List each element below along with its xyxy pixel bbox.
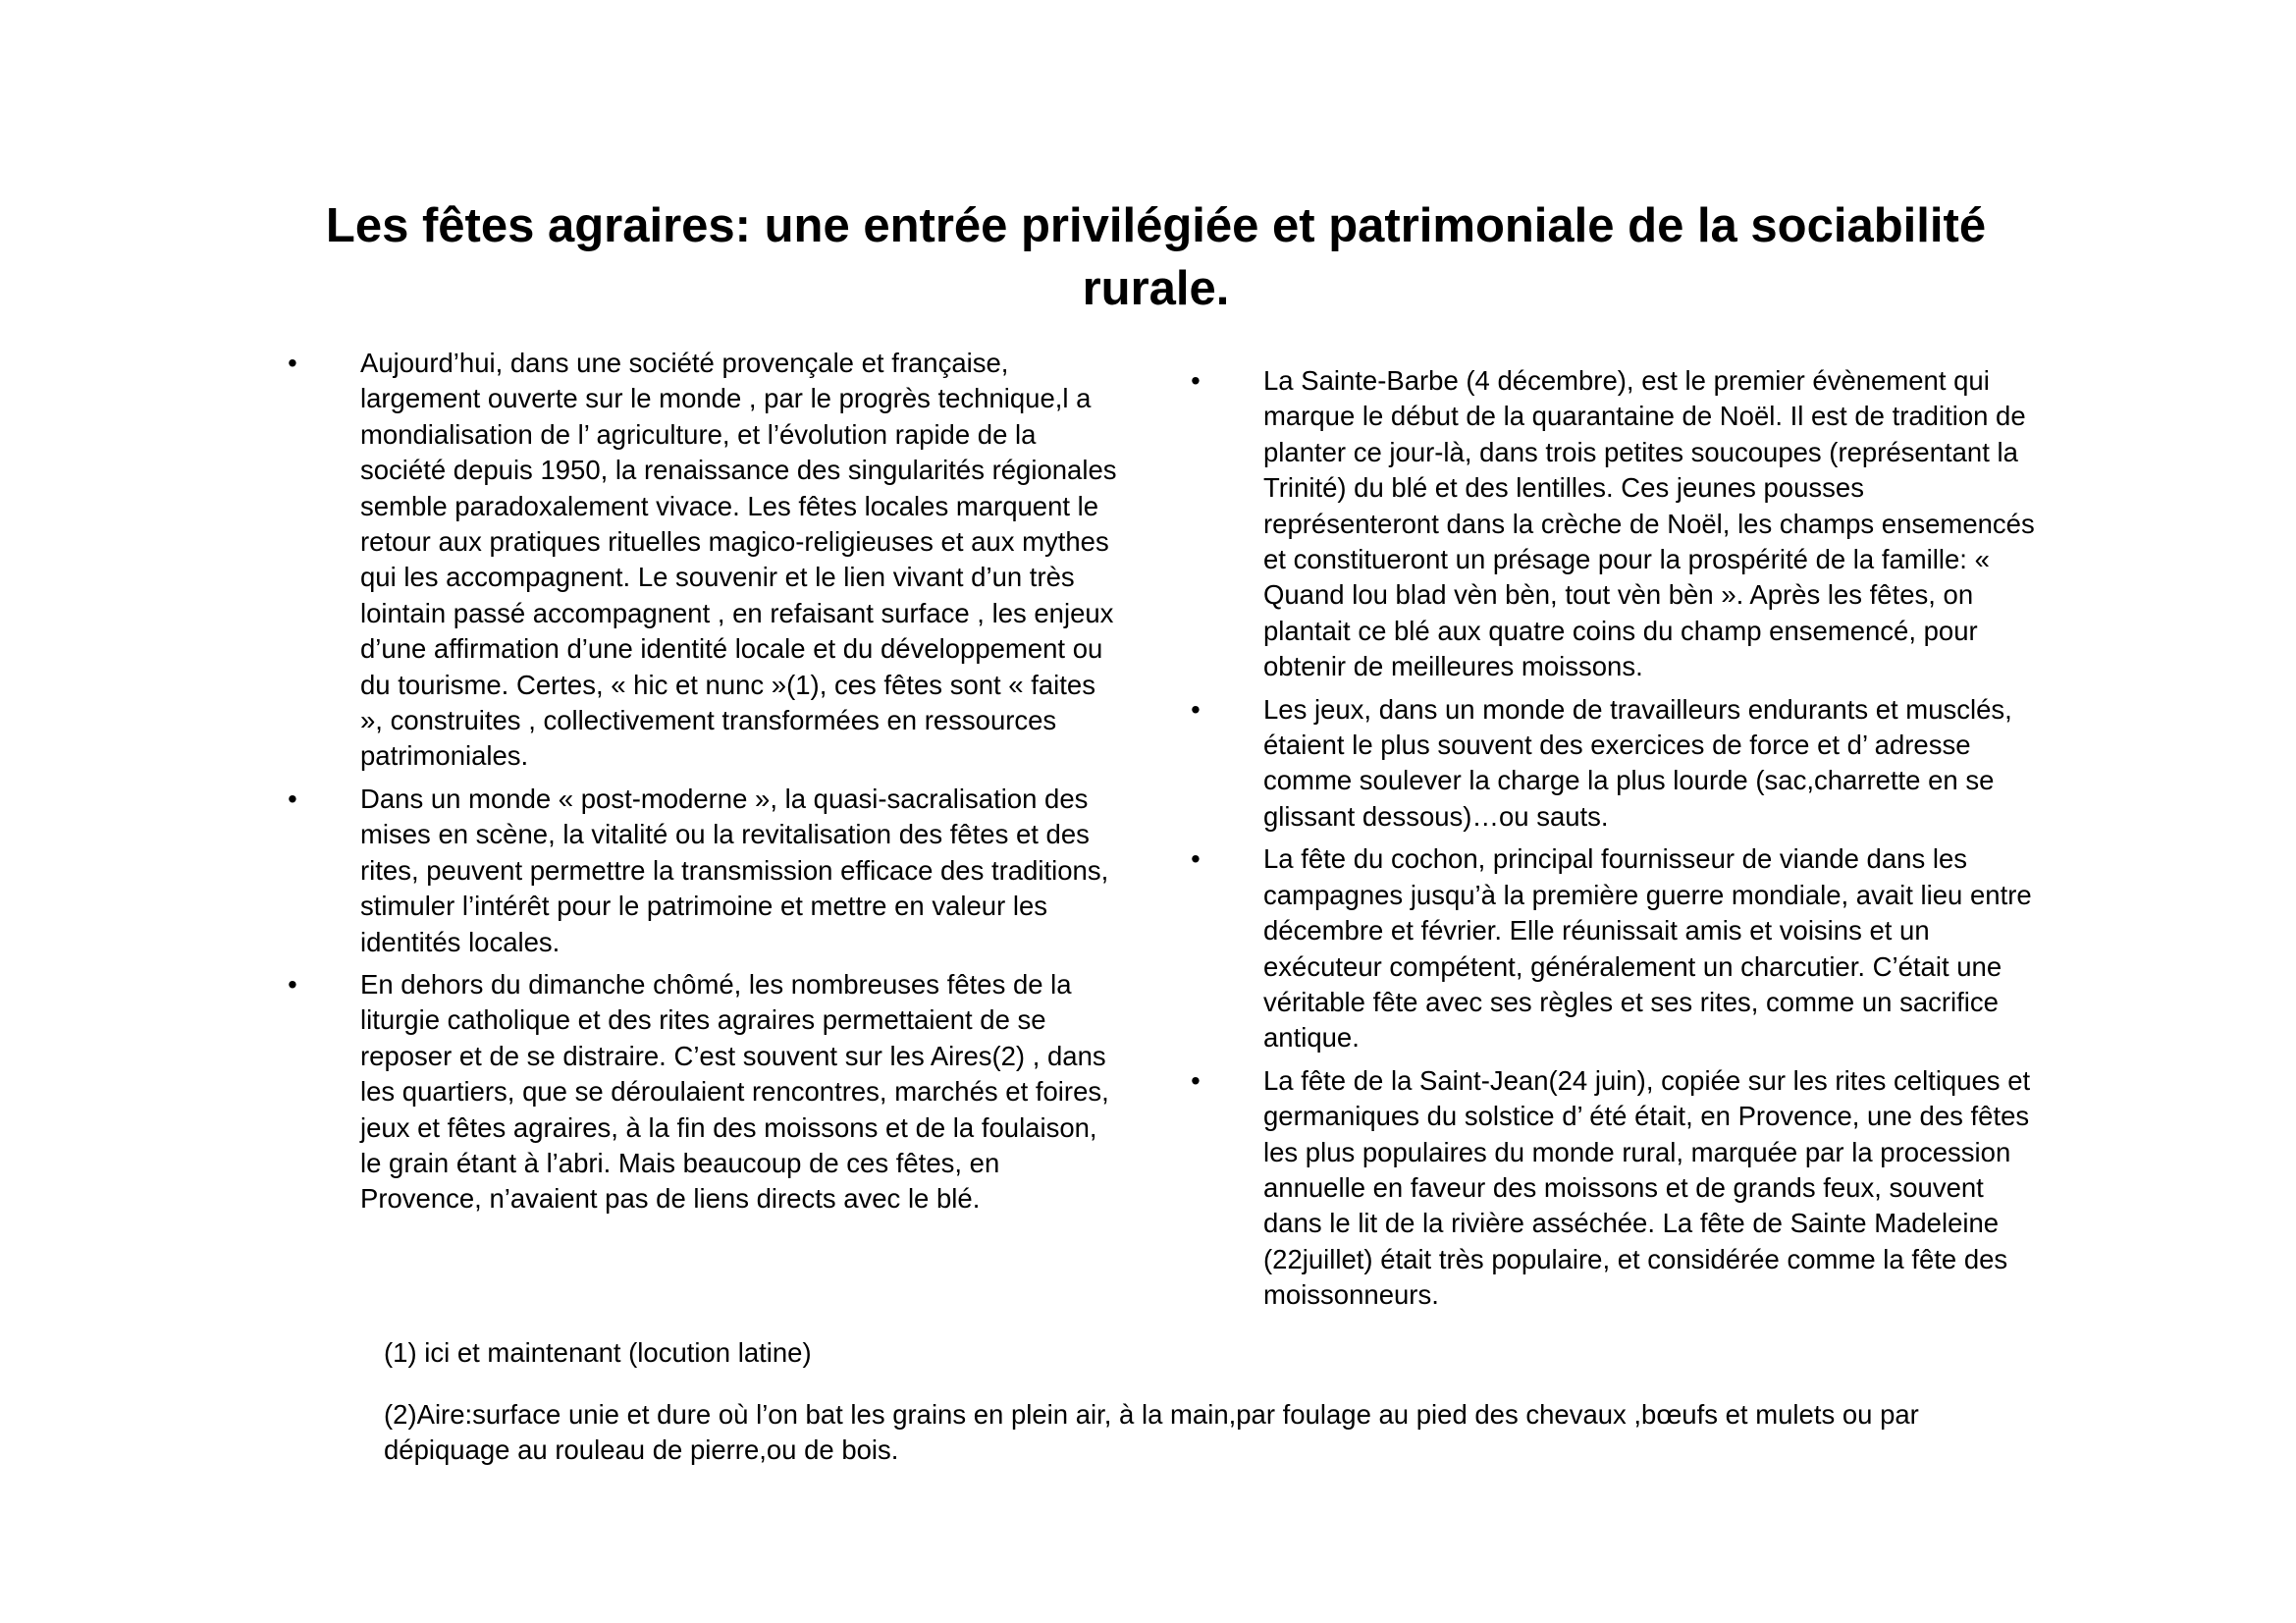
list-item [1184,1063,2038,1314]
list-item [1184,841,2038,1055]
paragraph-games: Les jeux, dans un monde de travailleurs endurants et musclés, étaient le plus souvent des exercices de force et d’ adresse comme soulever la charge la plus lourde (sac,charrette en se glissant dessous)…ou sauts. [1263,693,2012,832]
list-item [281,346,1125,775]
bullet-icon: • [288,348,297,378]
list-item [281,782,1125,960]
paragraph-sunday-rest: En dehors du dimanche chômé, les nombreuses fêtes de la liturgie catholique et des rites agraires permettaient de se reposer et de se distraire. C’est souvent sur les Aires(2) , dans les quartiers, que se déroulaient rencontres, marchés et foires, jeux et fêtes agraires, à la fin des moissons et de la foulaison, le grain étant à l’abri. Mais beaucoup de ces fêtes, en Provence, n’avaient pas de liens directs avec le blé. [360,968,1109,1215]
footnote-1: (1) ici et maintenant (locution latine) [384,1337,812,1368]
list-item [1184,363,2038,685]
paragraph-pig-festival: La fête du cochon, principal fournisseur de viande dans les campagnes jusqu’à la première guerre mondiale, avait lieu entre décembre et février. Elle réunissait amis et voisins et un exécuteur compétent, généralement un charcutier. C’était une véritable fête avec ses règles et ses rites, comme un sacrifice antique. [1263,843,2032,1054]
paragraph-post-modern: Dans un monde « post-moderne », la quasi-sacralisation des mises en scène, la vitalité ou la revitalisation des fêtes et des rites, peuvent permettre la transmission efficace des traditions, stimuler l’intérêt pour le patrimoine et mettre en valeur les identités locales. [360,783,1109,957]
paragraph-sainte-barbe: La Sainte-Barbe (4 décembre), est le premier évènement qui marque le début de la quarantaine de Noël. Il est de tradition de planter ce jour-là, dans trois petites soucoupes (représentant la Trinité) du blé et des lentilles. Ces jeunes pousses représenteront dans la crèche de Noël, les champs ensemencés et constitueront un présage pour la prospérité de la famille: « Quand lou blad vèn bèn, tout vèn bèn ». Après les fêtes, on plantait ce blé aux quatre coins du champ ensemencé, pour obtenir de meilleures moissons. [1263,365,2035,682]
bullet-icon: • [1191,843,1201,875]
bullet-icon: • [288,968,297,1000]
bullet-icon: • [1191,365,1201,396]
bullet-icon: • [288,783,297,814]
footnote-2: (2)Aire:surface unie et dure où l’on bat les grains en plein air, à la main,par foulage au pied des chevaux ,bœufs et mulets ou par dépiquage au rouleau de pierre,ou de bois. [384,1399,1919,1466]
paragraph-modern-revival: Aujourd’hui, dans une société provençale et française, largement ouverte sur le monde , par le progrès technique,l a mondialisation de l’ agriculture, et l’évolution rapide de la société depuis 1950, la renaissance des singularités régionales semble paradoxalement vivace. Les fêtes locales marquent le retour aux pratiques rituelles magico-religieuses et aux mythes qui les accompagnent. Le souvenir et le lien vivant d’un très lointain passé accompagnent , en refaisant surface , les enjeux d’une affirmation d’une identité locale et du développement ou du tourisme. Certes, « hic et nunc »(1), ces fêtes sont « faites », construites , collectivement transformées en ressources patrimoniales. [360,348,1117,772]
right-column [1184,363,2038,1321]
left-column [281,346,1125,1224]
list-item [1184,692,2038,836]
page-title: Les fêtes agraires: une entrée privilégiée et patrimoniale de la sociabilité rurale. [325,199,1987,315]
bullet-icon: • [1191,693,1201,725]
list-item [281,967,1125,1217]
bullet-icon: • [1191,1064,1201,1096]
paragraph-saint-jean: La fête de la Saint-Jean(24 juin), copiée sur les rites celtiques et germaniques du solstice d’ été était, en Provence, une des fêtes les plus populaires du monde rural, marquée par la procession annuelle en faveur des moissons et de grands feux, souvent dans le lit de la rivière asséchée. La fête de Sainte Madeleine (22juillet) était très populaire, et considérée comme la fête des moissonneurs. [1263,1064,2031,1311]
